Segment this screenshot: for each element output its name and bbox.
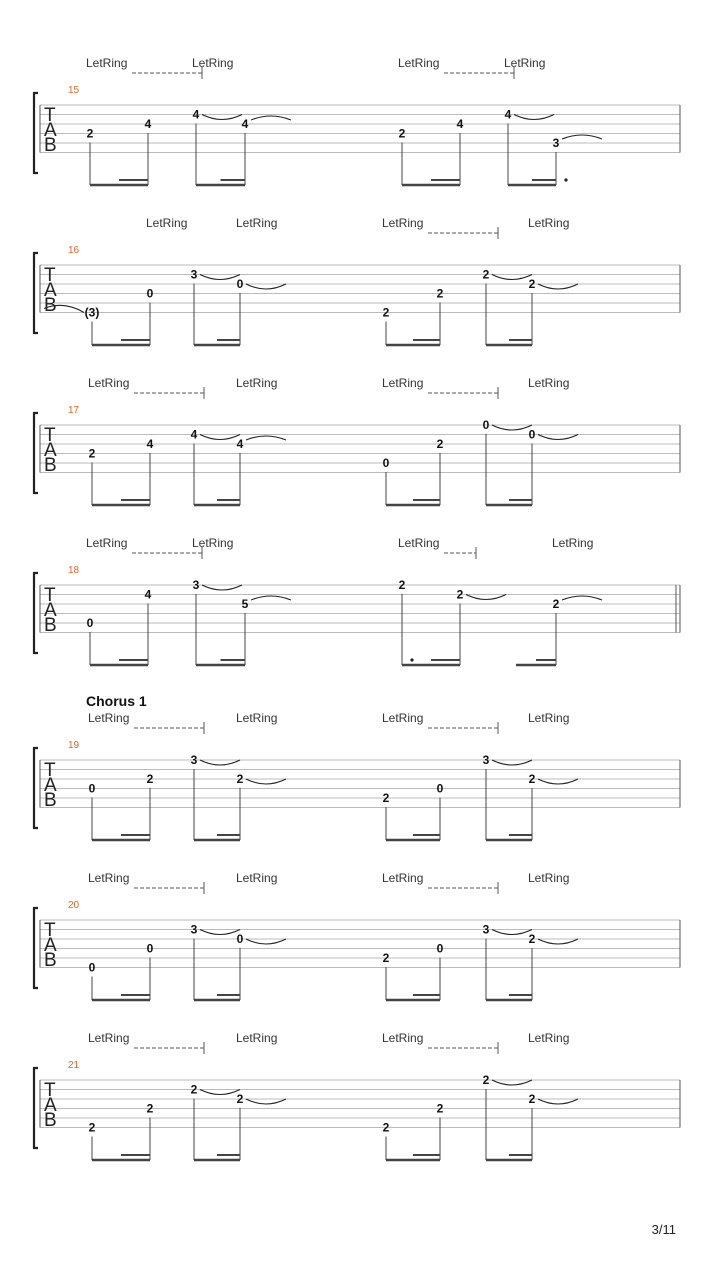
measure-number: 18 bbox=[68, 565, 80, 576]
tab-system bbox=[34, 376, 680, 505]
let-ring-label: LetRing bbox=[382, 376, 424, 390]
tie-arc bbox=[538, 284, 578, 289]
fret-number: 2 bbox=[190, 1082, 198, 1097]
tab-clef-letter: A bbox=[44, 935, 57, 956]
tie-arc bbox=[466, 595, 506, 600]
let-ring-label: LetRing bbox=[236, 216, 278, 230]
fret-number: 4 bbox=[190, 427, 198, 442]
measure-number: 15 bbox=[68, 85, 80, 96]
fret-number: 2 bbox=[146, 1101, 154, 1116]
let-ring-label: LetRing bbox=[236, 376, 278, 390]
fret-number: 2 bbox=[482, 267, 490, 282]
let-ring-label: LetRing bbox=[382, 711, 424, 725]
fret-number: 2 bbox=[146, 772, 154, 786]
section-label: Chorus 1 bbox=[86, 693, 147, 709]
let-ring-label: LetRing bbox=[528, 1031, 570, 1045]
tie-arc bbox=[251, 596, 291, 600]
tie-arc bbox=[246, 436, 286, 440]
tab-clef-letter: A bbox=[44, 120, 57, 141]
fret-number: (3) bbox=[84, 305, 100, 320]
page-number: 3/11 bbox=[651, 1222, 676, 1237]
measure-number: 21 bbox=[68, 1060, 80, 1071]
measure-number: 20 bbox=[68, 900, 80, 911]
tie-arc bbox=[538, 939, 578, 944]
let-ring-label: LetRing bbox=[88, 1031, 130, 1045]
tie-arc bbox=[246, 284, 286, 289]
system-bracket bbox=[34, 413, 38, 493]
fret-number: 4 bbox=[241, 117, 249, 131]
tie-arc bbox=[246, 779, 286, 784]
tie-arc bbox=[200, 930, 240, 935]
tie-arc bbox=[202, 115, 242, 120]
fret-number: 0 bbox=[146, 286, 154, 301]
tab-clef-letter: T bbox=[44, 760, 56, 781]
tie-arc bbox=[538, 779, 578, 784]
system-bracket bbox=[34, 573, 38, 653]
let-ring-label: LetRing bbox=[382, 1031, 424, 1045]
fret-number: 2 bbox=[398, 578, 406, 592]
measure-number: 16 bbox=[68, 245, 80, 256]
fret-number: 2 bbox=[436, 437, 444, 451]
tab-clef-letter: A bbox=[44, 1095, 57, 1116]
let-ring-label: LetRing bbox=[504, 56, 546, 70]
fret-number: 4 bbox=[236, 437, 244, 451]
tab-clef-letter: B bbox=[44, 135, 57, 156]
fret-number: 0 bbox=[146, 941, 154, 956]
let-ring-label: LetRing bbox=[86, 56, 128, 70]
let-ring-label: LetRing bbox=[528, 216, 570, 230]
fret-number: 4 bbox=[146, 437, 154, 451]
tie-arc bbox=[251, 116, 291, 120]
fret-number: 4 bbox=[192, 107, 200, 122]
tab-system bbox=[34, 536, 680, 665]
fret-number: 2 bbox=[528, 277, 536, 291]
let-ring-label: LetRing bbox=[88, 711, 130, 725]
measure-number: 19 bbox=[68, 740, 80, 751]
tab-clef-letter: T bbox=[44, 105, 56, 126]
fret-number: 0 bbox=[236, 277, 244, 291]
let-ring-label: LetRing bbox=[528, 871, 570, 885]
let-ring-label: LetRing bbox=[236, 871, 278, 885]
tab-clef-letter: T bbox=[44, 920, 56, 941]
tie-arc bbox=[562, 135, 602, 139]
fret-number: 2 bbox=[382, 1120, 390, 1135]
tie-arc bbox=[200, 760, 240, 765]
fret-number: 0 bbox=[382, 456, 390, 470]
tie-arc bbox=[246, 1099, 286, 1104]
fret-number: 0 bbox=[436, 941, 444, 956]
let-ring-label: LetRing bbox=[552, 536, 594, 550]
fret-number: 2 bbox=[436, 286, 444, 301]
fret-number: 2 bbox=[88, 1120, 96, 1135]
tie-arc bbox=[200, 435, 240, 440]
fret-number: 3 bbox=[192, 578, 200, 592]
tie-arc bbox=[492, 760, 532, 765]
let-ring-label: LetRing bbox=[382, 216, 424, 230]
fret-number: 5 bbox=[241, 597, 249, 611]
let-ring-label: LetRing bbox=[236, 711, 278, 725]
fret-number: 2 bbox=[382, 305, 390, 320]
tab-clef-letter: T bbox=[44, 265, 56, 286]
fret-number: 2 bbox=[88, 446, 96, 461]
tab-clef-letter: A bbox=[44, 600, 57, 621]
tie-arc bbox=[202, 585, 242, 590]
tie-arc bbox=[538, 435, 578, 440]
fret-number: 3 bbox=[552, 136, 560, 150]
measure-number: 17 bbox=[68, 405, 80, 416]
fret-number: 4 bbox=[144, 117, 152, 131]
system-bracket bbox=[34, 1068, 38, 1148]
fret-number: 2 bbox=[398, 126, 406, 141]
let-ring-label: LetRing bbox=[86, 536, 128, 550]
fret-number: 2 bbox=[236, 772, 244, 786]
let-ring-label: LetRing bbox=[88, 376, 130, 390]
system-bracket bbox=[34, 93, 38, 173]
fret-number: 2 bbox=[382, 951, 390, 965]
let-ring-label: LetRing bbox=[528, 711, 570, 725]
tab-system bbox=[34, 871, 680, 1000]
let-ring-label: LetRing bbox=[382, 871, 424, 885]
tie-arc bbox=[492, 1080, 532, 1085]
tie-arc bbox=[492, 930, 532, 935]
let-ring-label: LetRing bbox=[398, 56, 440, 70]
tab-clef-letter: B bbox=[44, 790, 57, 811]
system-bracket bbox=[34, 253, 38, 333]
tab-system bbox=[34, 693, 680, 840]
let-ring-label: LetRing bbox=[236, 1031, 278, 1045]
fret-number: 3 bbox=[190, 922, 198, 937]
fret-number: 4 bbox=[504, 107, 512, 122]
fret-number: 2 bbox=[436, 1101, 444, 1116]
fret-number: 2 bbox=[528, 932, 536, 946]
tab-clef-letter: A bbox=[44, 440, 57, 461]
fret-number: 2 bbox=[382, 791, 390, 805]
fret-number: 3 bbox=[190, 267, 198, 282]
tie-arc bbox=[246, 939, 286, 944]
fret-number: 2 bbox=[482, 1073, 490, 1087]
tie-arc bbox=[492, 275, 532, 280]
fret-number: 0 bbox=[482, 418, 490, 432]
system-bracket bbox=[34, 908, 38, 988]
tab-clef-letter: T bbox=[44, 425, 56, 446]
tab-clef-letter: A bbox=[44, 775, 57, 796]
fret-number: 0 bbox=[88, 960, 96, 975]
fret-number: 0 bbox=[88, 781, 96, 796]
dot bbox=[410, 658, 413, 661]
tab-clef-letter: B bbox=[44, 950, 57, 971]
tab-clef-letter: T bbox=[44, 1080, 56, 1101]
fret-number: 0 bbox=[436, 781, 444, 796]
fret-number: 2 bbox=[528, 1092, 536, 1106]
fret-number: 2 bbox=[236, 1092, 244, 1106]
tab-system bbox=[34, 56, 680, 185]
fret-number: 2 bbox=[552, 597, 560, 611]
tab-system bbox=[34, 216, 680, 345]
fret-number: 4 bbox=[144, 587, 152, 602]
fret-number: 2 bbox=[456, 587, 464, 602]
fret-number: 0 bbox=[236, 932, 244, 946]
fret-number: 3 bbox=[482, 922, 490, 937]
let-ring-label: LetRing bbox=[528, 376, 570, 390]
let-ring-label: LetRing bbox=[88, 871, 130, 885]
let-ring-label: LetRing bbox=[146, 216, 188, 230]
tab-clef-letter: B bbox=[44, 455, 57, 476]
fret-number: 4 bbox=[456, 117, 464, 131]
fret-number: 3 bbox=[190, 753, 198, 767]
tie-arc bbox=[200, 275, 240, 280]
dot bbox=[564, 178, 567, 181]
tab-clef-letter: B bbox=[44, 1110, 57, 1131]
tie-arc bbox=[514, 115, 554, 120]
fret-number: 3 bbox=[482, 753, 490, 767]
tie-arc bbox=[200, 1090, 240, 1095]
fret-number: 2 bbox=[528, 772, 536, 786]
fret-number: 0 bbox=[528, 427, 536, 442]
tie-arc bbox=[492, 425, 532, 430]
tab-clef-letter: A bbox=[44, 280, 57, 301]
system-bracket bbox=[34, 748, 38, 828]
let-ring-label: LetRing bbox=[192, 536, 234, 550]
tie-arc bbox=[562, 596, 602, 600]
fret-number: 2 bbox=[86, 126, 94, 141]
let-ring-label: LetRing bbox=[192, 56, 234, 70]
let-ring-label: LetRing bbox=[398, 536, 440, 550]
tab-clef-letter: B bbox=[44, 615, 57, 636]
tab-clef-letter: B bbox=[44, 295, 57, 316]
tab-clef-letter: T bbox=[44, 585, 56, 606]
tab-system bbox=[34, 1031, 680, 1160]
fret-number: 0 bbox=[86, 616, 94, 630]
tie-arc bbox=[538, 1099, 578, 1104]
